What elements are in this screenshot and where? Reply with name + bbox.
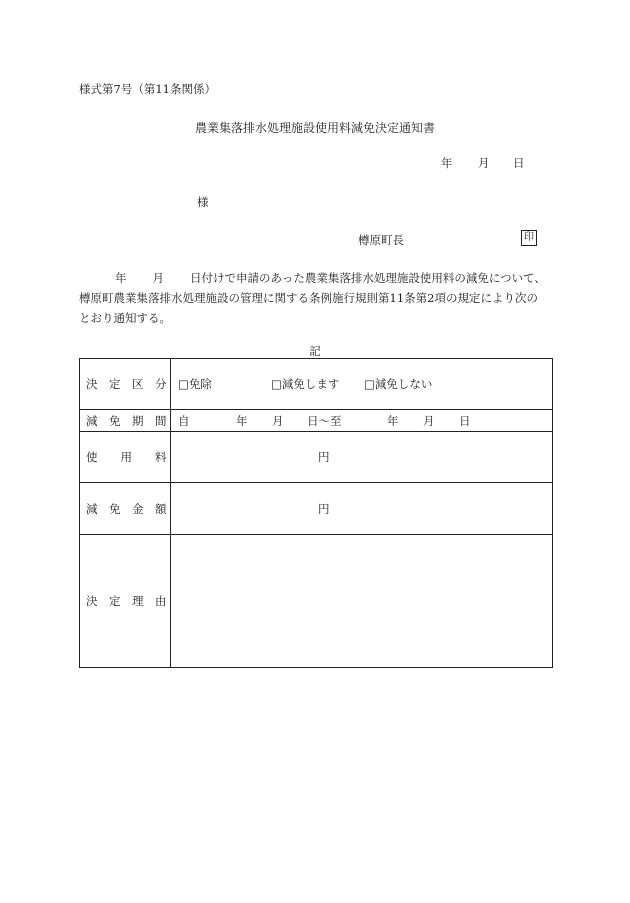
period-day-to: 日〜至 xyxy=(307,413,342,428)
option-no-reduce[interactable]: □減免しない xyxy=(364,377,433,391)
form-number: 様式第7号（第11条関係） xyxy=(79,82,216,96)
option-exempt[interactable]: □免除 xyxy=(178,377,212,391)
issuer-name: 樽原町長 xyxy=(358,233,404,247)
body-year-label: 年 xyxy=(115,271,127,285)
body-line1-text: 日付けで申請のあった農業集落排水処理施設使用料の減免について、 xyxy=(190,271,546,285)
amount-label-cell xyxy=(80,483,171,534)
fee-row xyxy=(80,432,552,483)
notice-body-line-3: とおり通知する。 xyxy=(79,311,171,325)
decision-row xyxy=(80,359,552,410)
notice-body-line-2: 樽原町農業集落排水処理施設の管理に関する条例施行規則第11条第2項の規定により次の xyxy=(79,291,538,305)
fee-label-cell xyxy=(80,432,171,482)
period-from: 自 xyxy=(178,413,190,428)
period-day-2: 日 xyxy=(459,413,471,428)
date-day-label: 日 xyxy=(513,156,525,170)
amount-unit: 円 xyxy=(318,501,330,516)
notice-table xyxy=(79,358,553,668)
fee-value-cell[interactable] xyxy=(171,432,552,482)
amount-label: 減 免 金 額 xyxy=(86,501,167,516)
period-year-2: 年 xyxy=(387,413,399,428)
reason-value-cell[interactable] xyxy=(171,535,552,667)
period-month-2: 月 xyxy=(423,413,435,428)
period-month-1: 月 xyxy=(272,413,284,428)
decision-value-cell xyxy=(171,359,552,409)
notice-body xyxy=(79,268,554,328)
fee-label: 使 用 料 xyxy=(86,450,167,464)
period-label-cell xyxy=(80,410,171,431)
seal-mark: 印 xyxy=(521,230,537,246)
period-year-1: 年 xyxy=(236,413,248,428)
addressee-suffix: 様 xyxy=(197,195,209,209)
period-row xyxy=(80,410,552,432)
period-value-cell xyxy=(171,410,552,431)
decision-label-cell xyxy=(80,359,171,409)
option-reduce[interactable]: □減免します xyxy=(271,377,340,391)
decision-label: 決 定 区 分 xyxy=(86,377,167,391)
reason-row xyxy=(80,535,552,667)
notice-body-line-1 xyxy=(79,268,554,288)
reason-label: 決 定 理 由 xyxy=(86,594,167,608)
period-label: 減 免 期 間 xyxy=(86,413,167,428)
document-title: 農業集落排水処理施設使用料減免決定通知書 xyxy=(194,121,435,135)
reason-label-cell xyxy=(80,535,171,667)
body-month-label: 月 xyxy=(152,271,164,285)
date-year-label: 年 xyxy=(441,156,453,170)
amount-value-cell[interactable] xyxy=(171,483,552,534)
fee-unit: 円 xyxy=(318,450,330,464)
date-month-label: 月 xyxy=(478,156,490,170)
amount-row xyxy=(80,483,552,535)
ki-heading: 記 xyxy=(309,344,321,358)
